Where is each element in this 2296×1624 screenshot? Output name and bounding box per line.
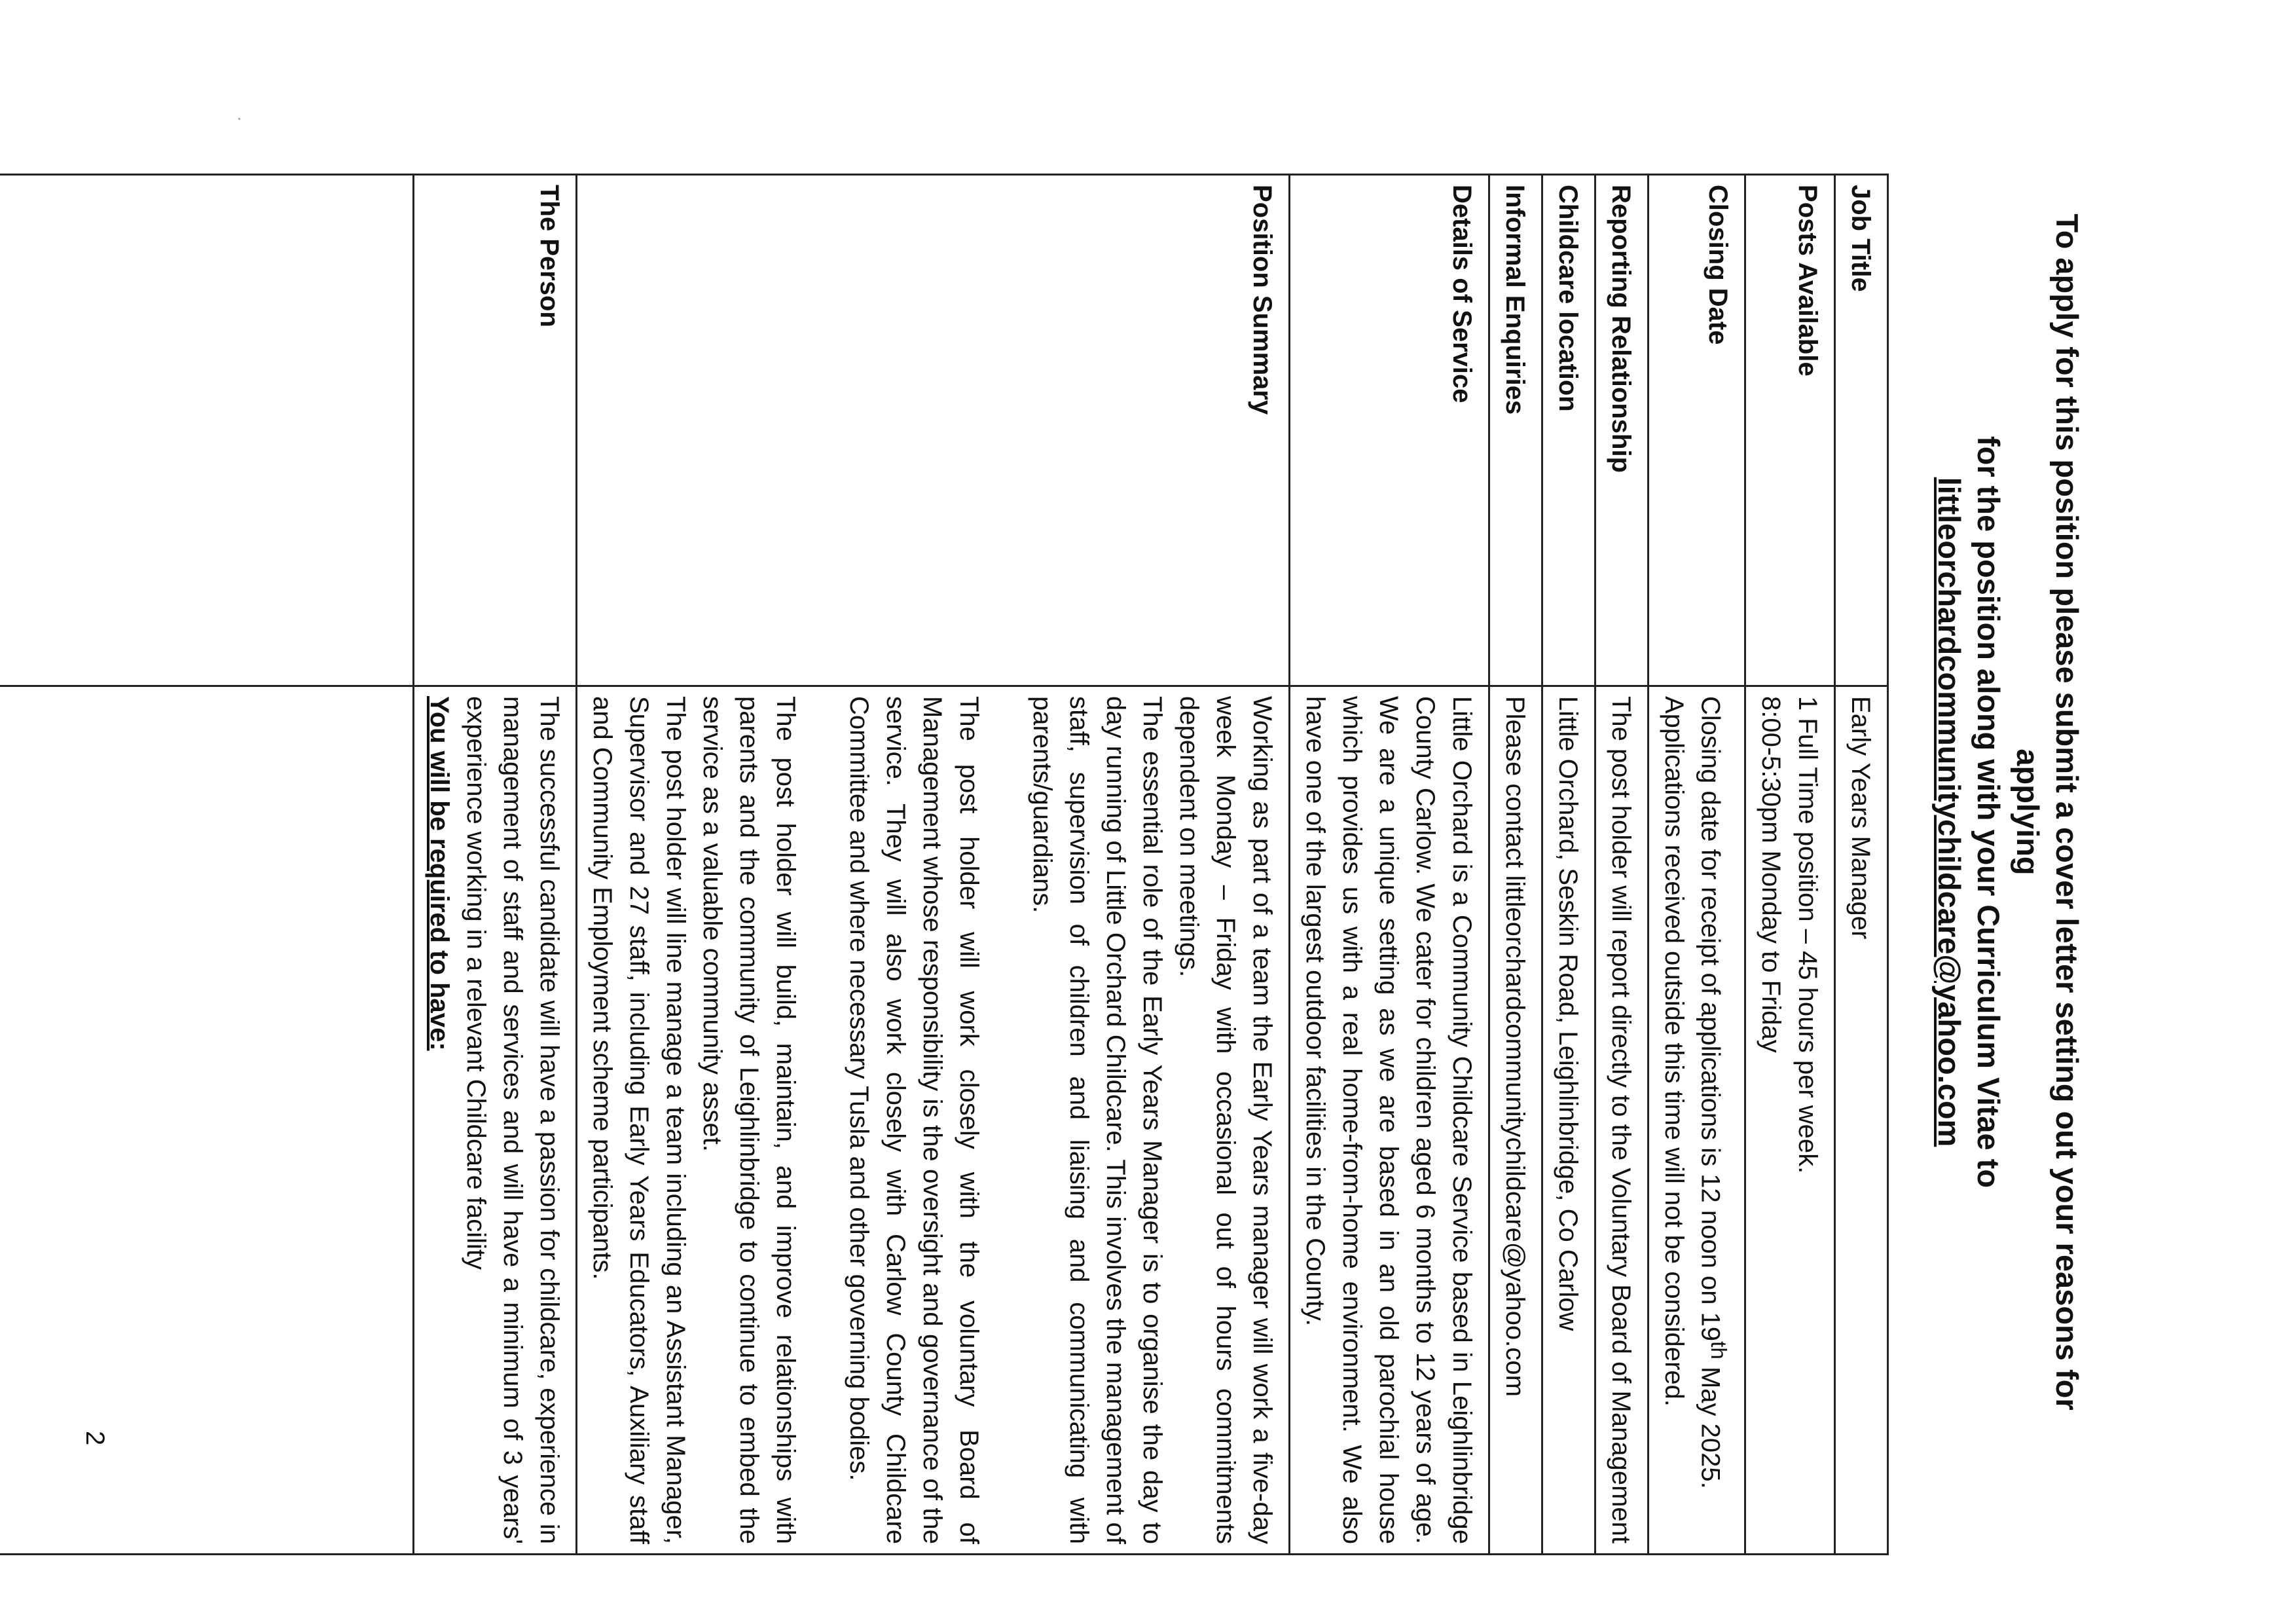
instructions-line-1: To apply for this position please submit a cover letter setting out your reasons for applying — [2011, 213, 2085, 1411]
position-summary-label: Position Summary — [576, 175, 1289, 686]
position-summary-paragraph-4: The post holder will build, maintain, and improve relationships with parents and the community of Leighlinbridge to continue to embed the service as a valuable community asset. — [697, 696, 800, 1544]
table-row — [1542, 175, 1595, 1555]
details-of-service-label: Details of Service — [1289, 175, 1489, 686]
informal-enquiries-label: Informal Enquiries — [1489, 175, 1542, 686]
position-summary-paragraph-1: Working as part of a team the Early Years manager will work a five-day week Monday – Friday with occasional out of hours commitments dependent on meetings. — [1174, 696, 1277, 1544]
the-person-paragraph: The successful candidate will have a passion for childcare, experience in management of staff and services and will have a minimum of 3 years' experience working in a relevant Childcare facility — [461, 696, 564, 1544]
posts-available-value — [1745, 686, 1835, 1555]
table-row — [1745, 175, 1835, 1555]
position-summary-value — [576, 686, 1289, 1555]
blank-value-cell — [0, 686, 413, 1555]
posts-available-label: Posts Available — [1745, 175, 1835, 686]
job-title-value: Early Years Manager — [1835, 686, 1888, 1555]
closing-date-value — [1648, 686, 1745, 1555]
closing-date-text-before: Closing date for receipt of applications is 12 noon on 19 — [1696, 696, 1725, 1342]
closing-date-label: Closing Date — [1648, 175, 1745, 686]
page-number: 2 — [81, 1431, 109, 1446]
position-summary-paragraph-3: The post holder will work closely with the voluntary Board of Management whose responsibility is the oversight and governance of the service. They will also work closely with Carlow County Childcare Committee and where necessary Tusla and other governing bodies. — [844, 696, 983, 1544]
the-person-label: The Person — [413, 175, 576, 686]
closing-date-ordinal: th — [1706, 1341, 1730, 1359]
table-row — [1289, 175, 1489, 1555]
requirements-heading: You will be required to have: — [424, 696, 454, 1051]
job-title-label: Job Title — [1835, 175, 1888, 686]
posts-available-line-2: 8:00-5:30pm Monday to Friday — [1757, 696, 1785, 1053]
table-row — [1595, 175, 1648, 1555]
childcare-location-label: Childcare location — [1542, 175, 1595, 686]
table-row — [413, 175, 576, 1555]
reporting-relationship-value: The post holder will report directly to the Voluntary Board of Management — [1595, 686, 1648, 1555]
closing-date-text-after: May 2025. Applications received outside this time will not be considered. — [1659, 696, 1725, 1489]
childcare-location-value: Little Orchard, Seskin Road, Leighlinbridge, Co Carlow — [1542, 686, 1595, 1555]
table-row — [576, 175, 1289, 1555]
application-email-link[interactable]: littleorchardcommunitychildcare@yahoo.com — [1932, 477, 1967, 1147]
job-specification-table — [0, 174, 1889, 1555]
details-of-service-value: Little Orchard is a Community Childcare Service based in Leighlinbridge County Carlow. We cater for children aged 6 months to 12 years of age. We are a unique setting as we are based in an old parochial house which provides us with a real home-from-home environment. We also have one of the largest outdoor facilities in the County. — [1289, 686, 1489, 1555]
instructions-line-2: for the position along with your Curriculum Vitae to — [1971, 435, 2006, 1189]
informal-enquiries-value: Please contact littleorchardcommunitychildcare@yahoo.com — [1489, 686, 1542, 1555]
table-row — [1835, 175, 1888, 1555]
posts-available-line-1: 1 Full Time position – 45 hours per week. — [1793, 696, 1822, 1174]
table-row — [1489, 175, 1542, 1555]
reporting-relationship-label: Reporting Relationship — [1595, 175, 1648, 686]
table-row — [1648, 175, 1745, 1555]
scan-speck — [238, 118, 240, 120]
the-person-value — [413, 686, 576, 1555]
position-summary-paragraph-2: The essential role of the Early Years Manager is to organise the day to day running of Little Orchard Childcare. This involves the management of staff, supervision of children and liaising and communicating with parents/guardians. — [1027, 696, 1167, 1544]
table-row — [0, 175, 413, 1555]
position-summary-paragraph-5: The post holder will line manage a team including an Assistant Manager, Supervisor and 27 staff, including Early Years Educators, Auxiliary staff and Community Employment scheme participants. — [587, 696, 690, 1544]
blank-label-cell — [0, 175, 413, 686]
application-instructions — [1929, 196, 2086, 1428]
